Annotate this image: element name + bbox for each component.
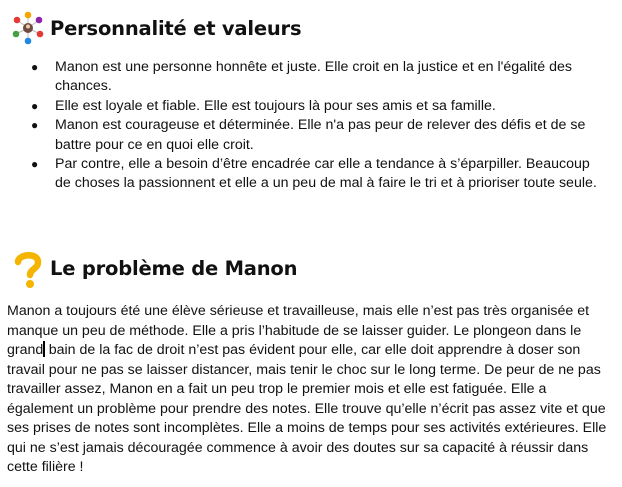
section-problem-title: Le problème de Manon xyxy=(50,256,298,280)
bullet-icon: ● xyxy=(31,60,39,74)
section-values-heading xyxy=(10,8,301,48)
section-problem-heading xyxy=(10,248,297,288)
people-network-icon xyxy=(10,10,46,46)
bullet-icon: ● xyxy=(31,118,39,133)
question-mark-icon xyxy=(10,250,46,286)
section-values-title: Personnalité et valeurs xyxy=(50,16,302,40)
list-item: ● Manon est courageuse et déterminée. Elle n'a pas peur de relever des défis et de se battre pour ce en quoi elle croit. xyxy=(31,117,586,153)
list-item: ● Elle est loyale et fiable. Elle est toujours là pour ses amis et sa famille. xyxy=(0,97,600,116)
values-list xyxy=(0,58,600,194)
list-item: ● Manon est une personne honnête et juste. Elle croit en la justice et en l'égalité des chances. xyxy=(31,59,572,95)
list-item: ● Par contre, elle a besoin d’être encadrée car elle a tendance à s’éparpiller. Beaucoup de choses la passionnent et elle a un peu de mal à faire le tri et à prioriser toute seule. xyxy=(31,156,597,192)
bullet-icon: ● xyxy=(31,98,39,113)
problem-paragraph[interactable]: Manon a toujours été une élève sérieuse et travailleuse, mais elle n’est pas très organisée et manque un peu de méthode. Elle a pris l’habitude de se laisser guider. Le plongeon dans le grand bain de la fac de droit n’est pas évident pour elle, car elle doit apprendre à doser son travail pour ne pas se laisser distancer, mais tenir le choc sur le long terme. De peur de ne pas travailler assez, Manon en a fait un peu trop le premier mois et elle est fatiguée. Elle a également un problème pour prendre des notes. Elle trouve qu’elle n’écrit pas assez vite et que ses prises de notes sont incomplètes. Elle a moins de temps pour ses activités extérieures. Elle qui ne s’est jamais découragée commence à avoir des doutes sur sa capacité à réussir dans cette filière ! xyxy=(7,303,607,475)
bullet-icon: ● xyxy=(31,157,39,172)
